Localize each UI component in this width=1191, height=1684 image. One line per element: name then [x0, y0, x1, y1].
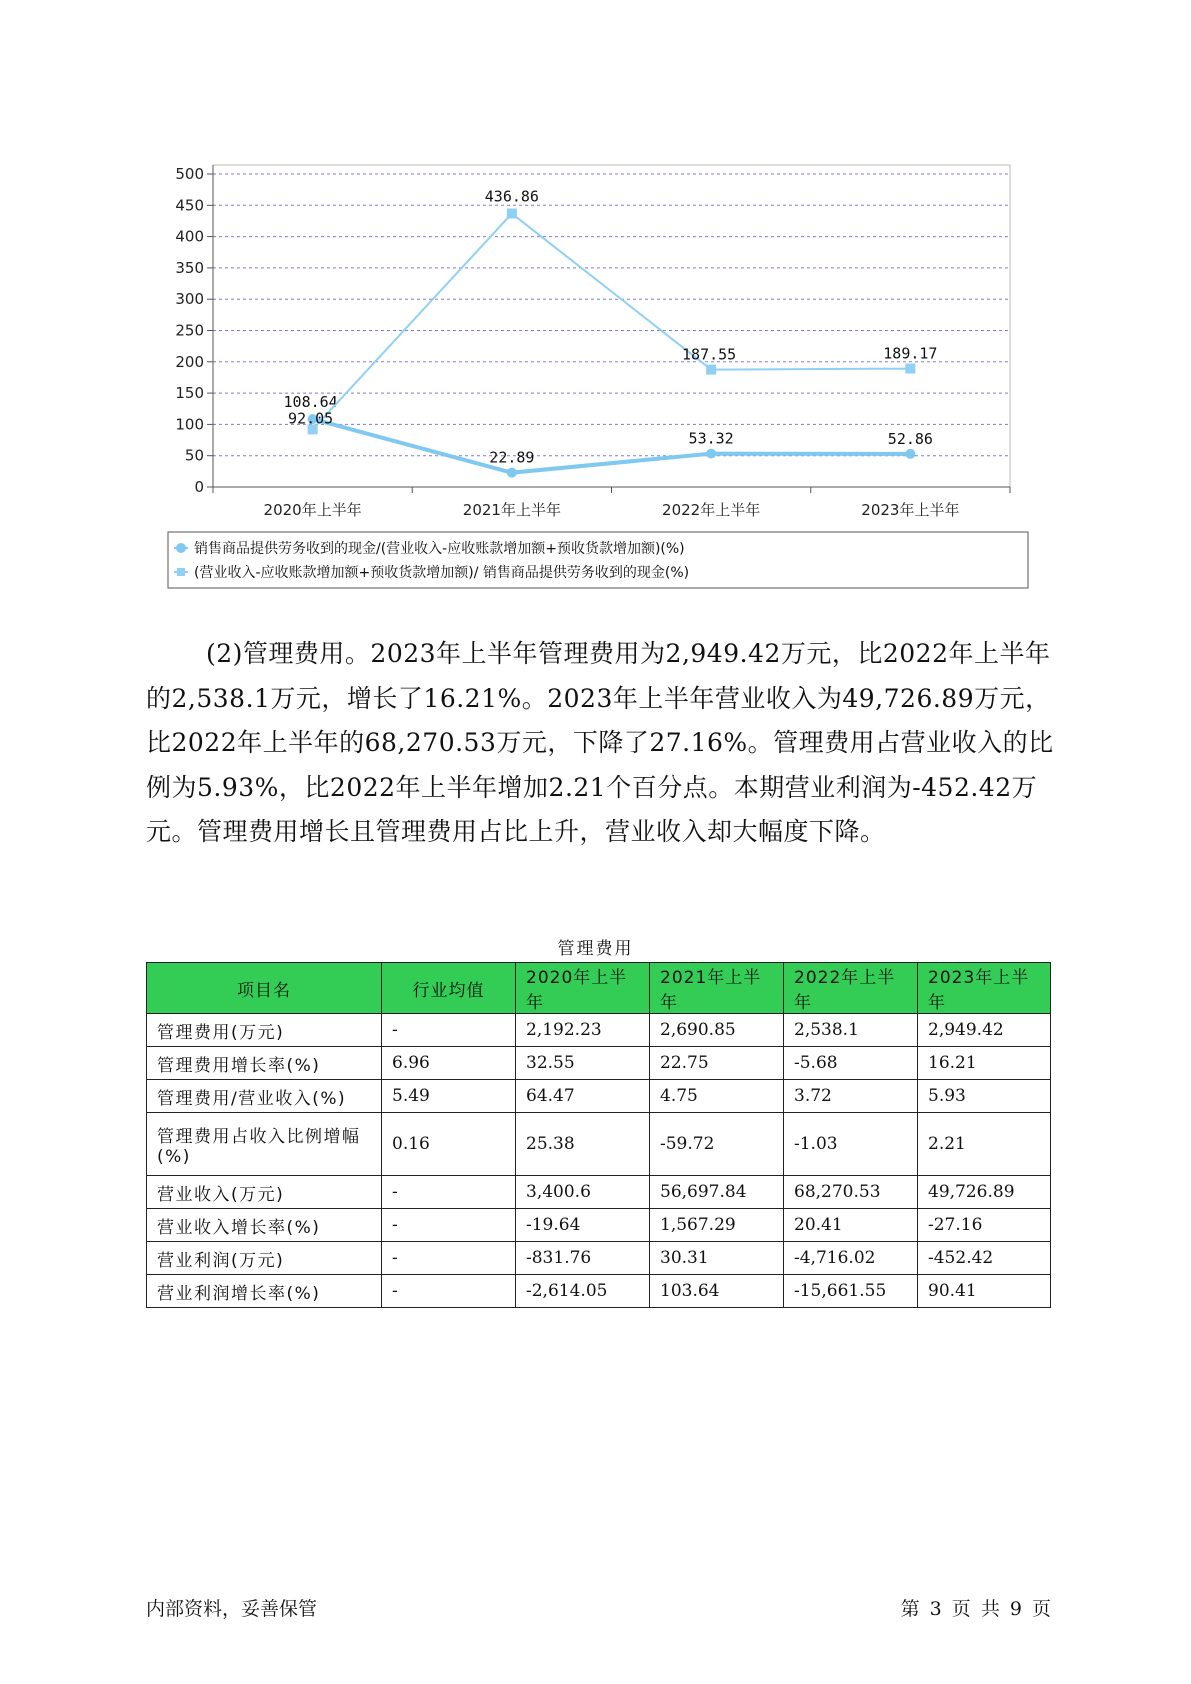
table-cell: 1,567.29: [650, 1209, 784, 1242]
data-point: [507, 468, 517, 478]
y-tick-label: 150: [175, 384, 204, 403]
table-cell: 3.72: [784, 1080, 918, 1113]
table-row: [147, 1209, 1051, 1242]
data-label: 108.64: [283, 392, 338, 411]
table-cell: -452.42: [918, 1242, 1051, 1275]
table-cell: 2.21: [918, 1113, 1051, 1176]
table-header-cell: 行业均值: [382, 963, 516, 1014]
data-label: 187.55: [682, 345, 737, 364]
series-line: [313, 419, 911, 473]
table-cell: 90.41: [918, 1275, 1051, 1308]
table-title: 管理费用: [557, 939, 634, 959]
table-row: [147, 1275, 1051, 1308]
table-row: [147, 1176, 1051, 1209]
table-cell: 2,538.1: [784, 1014, 918, 1047]
chart: [0, 0, 1191, 600]
series-line: [313, 214, 911, 430]
data-label: 189.17: [883, 344, 938, 363]
y-tick-label: 500: [175, 165, 204, 183]
table-cell: 30.31: [650, 1242, 784, 1275]
data-label: 436.86: [484, 187, 539, 206]
data-point: [905, 449, 915, 459]
table-cell: -5.68: [784, 1047, 918, 1080]
data-point: [706, 365, 716, 375]
table-cell: -19.64: [516, 1209, 650, 1242]
table-cell: 32.55: [516, 1047, 650, 1080]
data-point: [507, 209, 517, 219]
y-tick-label: 100: [175, 415, 204, 434]
line-chart: [0, 0, 1191, 600]
table-cell: 22.75: [650, 1047, 784, 1080]
legend-marker: [176, 543, 186, 553]
y-tick-label: 250: [175, 321, 204, 340]
row-label: 管理费用占收入比例增幅(%): [147, 1113, 382, 1176]
row-label: 管理费用(万元): [147, 1014, 382, 1047]
legend-label: 销售商品提供劳务收到的现金/(营业收入-应收账款增加额+预收货款增加额)(%): [194, 541, 685, 557]
table-cell: 103.64: [650, 1275, 784, 1308]
table-cell: -1.03: [784, 1113, 918, 1176]
data-point: [706, 449, 716, 459]
table-cell: -27.16: [918, 1209, 1051, 1242]
table-cell: 2,192.23: [516, 1014, 650, 1047]
table-row: [147, 1242, 1051, 1275]
table-cell: -4,716.02: [784, 1242, 918, 1275]
data-label: 92.05: [288, 409, 334, 428]
y-tick-label: 0: [194, 478, 204, 496]
table-row: [147, 1080, 1051, 1113]
table-cell: 25.38: [516, 1113, 650, 1176]
row-label: 营业收入(万元): [147, 1176, 382, 1209]
table-cell: -15,661.55: [784, 1275, 918, 1308]
y-tick-label: 200: [175, 352, 204, 371]
table-cell: 56,697.84: [650, 1176, 784, 1209]
table-cell: 64.47: [516, 1080, 650, 1113]
x-tick-label: 2021年上半年: [462, 501, 561, 519]
row-label: 营业利润增长率(%): [147, 1275, 382, 1308]
table-row: [147, 1047, 1051, 1080]
data-label: 52.86: [887, 429, 933, 448]
legend-marker: [177, 568, 185, 576]
table-cell: 68,270.53: [784, 1176, 918, 1209]
table-header-cell: 2021年上半年: [650, 963, 784, 1014]
data-label: 22.89: [489, 448, 535, 467]
table-cell: 0.16: [382, 1113, 516, 1176]
data-label: 53.32: [688, 429, 734, 448]
table-cell: 16.21: [918, 1047, 1051, 1080]
table-header-cell: 项目名: [147, 963, 382, 1014]
table-header-cell: 2023年上半年: [918, 963, 1051, 1014]
x-tick-label: 2023年上半年: [861, 501, 960, 519]
table-cell: -: [382, 1275, 516, 1308]
table-cell: -2,614.05: [516, 1275, 650, 1308]
table-cell: -: [382, 1176, 516, 1209]
table-cell: 5.93: [918, 1080, 1051, 1113]
footer-confidential-note: 内部资料，妥善保管: [146, 1598, 318, 1620]
table-cell: -: [382, 1014, 516, 1047]
table-header-cell: 2022年上半年: [784, 963, 918, 1014]
table-row: [147, 1113, 1051, 1176]
y-tick-label: 50: [184, 446, 204, 465]
table-cell: 6.96: [382, 1047, 516, 1080]
table-cell: -: [382, 1242, 516, 1275]
management-expense-table: [146, 962, 1051, 1308]
table-cell: -59.72: [650, 1113, 784, 1176]
table-cell: 2,690.85: [650, 1014, 784, 1047]
row-label: 营业利润(万元): [147, 1242, 382, 1275]
row-label: 管理费用增长率(%): [147, 1047, 382, 1080]
table-cell: 4.75: [650, 1080, 784, 1113]
table-header-row: [147, 963, 1051, 1014]
y-tick-label: 300: [175, 290, 204, 309]
x-tick-label: 2020年上半年: [263, 501, 362, 519]
x-tick-label: 2022年上半年: [662, 501, 761, 519]
y-tick-label: 350: [175, 258, 204, 277]
table-cell: 3,400.6: [516, 1176, 650, 1209]
row-label: 管理费用/营业收入(%): [147, 1080, 382, 1113]
table-row: [147, 1014, 1051, 1047]
row-label: 营业收入增长率(%): [147, 1209, 382, 1242]
y-tick-label: 400: [175, 227, 204, 246]
data-point: [905, 364, 915, 374]
footer-page-number: 第 3 页 共 9 页: [900, 1598, 1051, 1620]
table-cell: -: [382, 1209, 516, 1242]
legend-label: (营业收入-应收账款增加额+预收货款增加额)/ 销售商品提供劳务收到的现金(%): [194, 565, 690, 581]
table-cell: 20.41: [784, 1209, 918, 1242]
management-expense-paragraph: (2)管理费用。2023年上半年管理费用为2,949.42万元，比2022年上半年的2,538.1万元，增长了16.21%。2023年上半年营业收入为49,726.89万元，比2022年上半年的68,270.53万元，下降了27.16%。管理费用占营业收入的比例为5.93%，比2022年上半年增加2.21个百分点。本期营业利润为-452.42万元。管理费用增长且管理费用占比上升，营业收入却大幅度下降。: [146, 639, 1054, 846]
table-header-cell: 2020年上半年: [516, 963, 650, 1014]
table-cell: -831.76: [516, 1242, 650, 1275]
table-cell: 49,726.89: [918, 1176, 1051, 1209]
table-cell: 2,949.42: [918, 1014, 1051, 1047]
y-tick-label: 450: [175, 196, 204, 215]
table-cell: 5.49: [382, 1080, 516, 1113]
